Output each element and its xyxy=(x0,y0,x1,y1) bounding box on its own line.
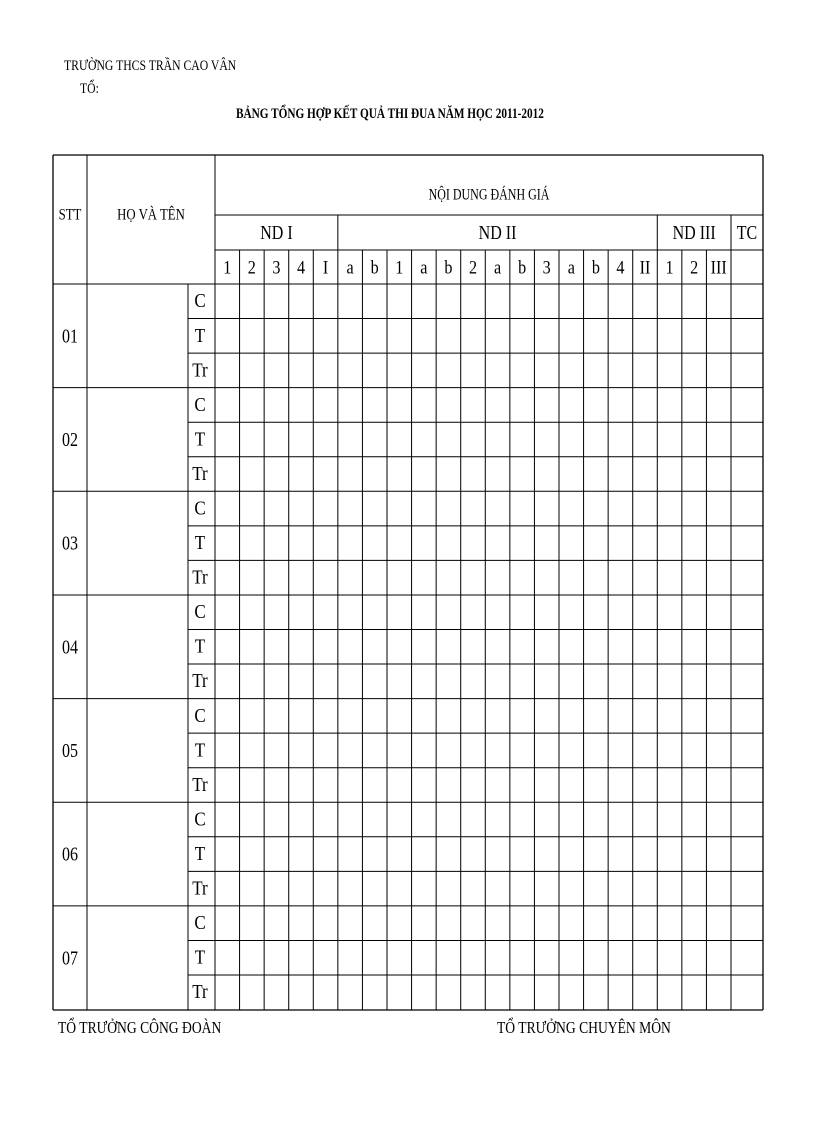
sub-row-label: C xyxy=(194,808,206,831)
column-header: I xyxy=(322,256,329,278)
sub-row-label: T xyxy=(194,842,206,866)
column-header: 1 xyxy=(223,256,232,278)
column-header: b xyxy=(591,256,600,278)
sub-row-label: Tr xyxy=(192,773,208,797)
column-header: 4 xyxy=(616,256,625,278)
sub-row-label: Tr xyxy=(192,462,208,486)
sub-row-label: Tr xyxy=(192,877,208,900)
sub-row-label: Tr xyxy=(192,980,208,1004)
column-header: b xyxy=(518,256,527,278)
sub-row-label: C xyxy=(194,704,206,728)
column-header: a xyxy=(493,256,502,278)
school-name: TRƯỜNG THCS TRẦN CAO VÂN xyxy=(64,58,237,74)
sub-row-label: T xyxy=(194,739,206,762)
column-header: b xyxy=(444,256,453,278)
column-header: a xyxy=(567,256,575,278)
sub-row-label: Tr xyxy=(192,566,208,589)
row-number: 04 xyxy=(62,635,78,658)
column-header: 3 xyxy=(272,256,281,278)
sub-row-label: C xyxy=(194,289,206,313)
sub-row-label: C xyxy=(194,497,206,520)
row-number: 06 xyxy=(62,843,78,866)
sub-row-label: C xyxy=(194,600,206,624)
sub-row-label: T xyxy=(194,324,206,348)
sub-row-label: T xyxy=(194,531,206,555)
column-header: 3 xyxy=(542,256,551,278)
section-header: ND II xyxy=(478,221,517,244)
group-label: TỔ: xyxy=(80,81,99,97)
header-total: TC xyxy=(736,221,758,244)
column-header: 1 xyxy=(395,256,404,278)
sub-row-label: Tr xyxy=(192,670,208,693)
sub-row-label: T xyxy=(194,946,206,970)
signature-department-head: TỔ TRƯỞNG CHUYÊN MÔN xyxy=(497,1018,671,1037)
header-name: HỌ VÀ TÊN xyxy=(117,206,185,224)
column-header: 1 xyxy=(665,256,674,278)
header-group: NỘI DUNG ĐÁNH GIÁ xyxy=(428,185,550,205)
column-header: III xyxy=(710,256,727,278)
sub-row-label: C xyxy=(194,393,206,417)
sub-row-label: Tr xyxy=(192,359,208,382)
column-header: II xyxy=(639,256,651,278)
row-number: 02 xyxy=(62,428,78,451)
column-header: 2 xyxy=(468,256,478,278)
sub-row-label: C xyxy=(194,911,206,935)
column-header: a xyxy=(346,256,354,278)
row-number: 07 xyxy=(62,946,78,969)
signature-union-leader: TỔ TRƯỞNG CÔNG ĐOÀN xyxy=(58,1018,222,1037)
section-header: ND III xyxy=(672,221,716,244)
row-number: 05 xyxy=(62,739,78,762)
column-header: 2 xyxy=(690,256,699,278)
column-header: 2 xyxy=(247,256,256,278)
sub-row-label: T xyxy=(194,428,206,451)
column-header: 4 xyxy=(296,256,306,278)
document-title: BẢNG TỔNG HỢP KẾT QUẢ THI ĐUA NĂM HỌC 2011-2012 xyxy=(236,106,544,122)
header-stt: STT xyxy=(58,206,82,224)
sub-row-label: T xyxy=(194,635,206,659)
column-header: b xyxy=(370,256,379,278)
row-number: 01 xyxy=(62,324,78,347)
row-number: 03 xyxy=(62,532,78,555)
column-header: a xyxy=(420,256,428,278)
section-header: ND I xyxy=(260,221,293,244)
